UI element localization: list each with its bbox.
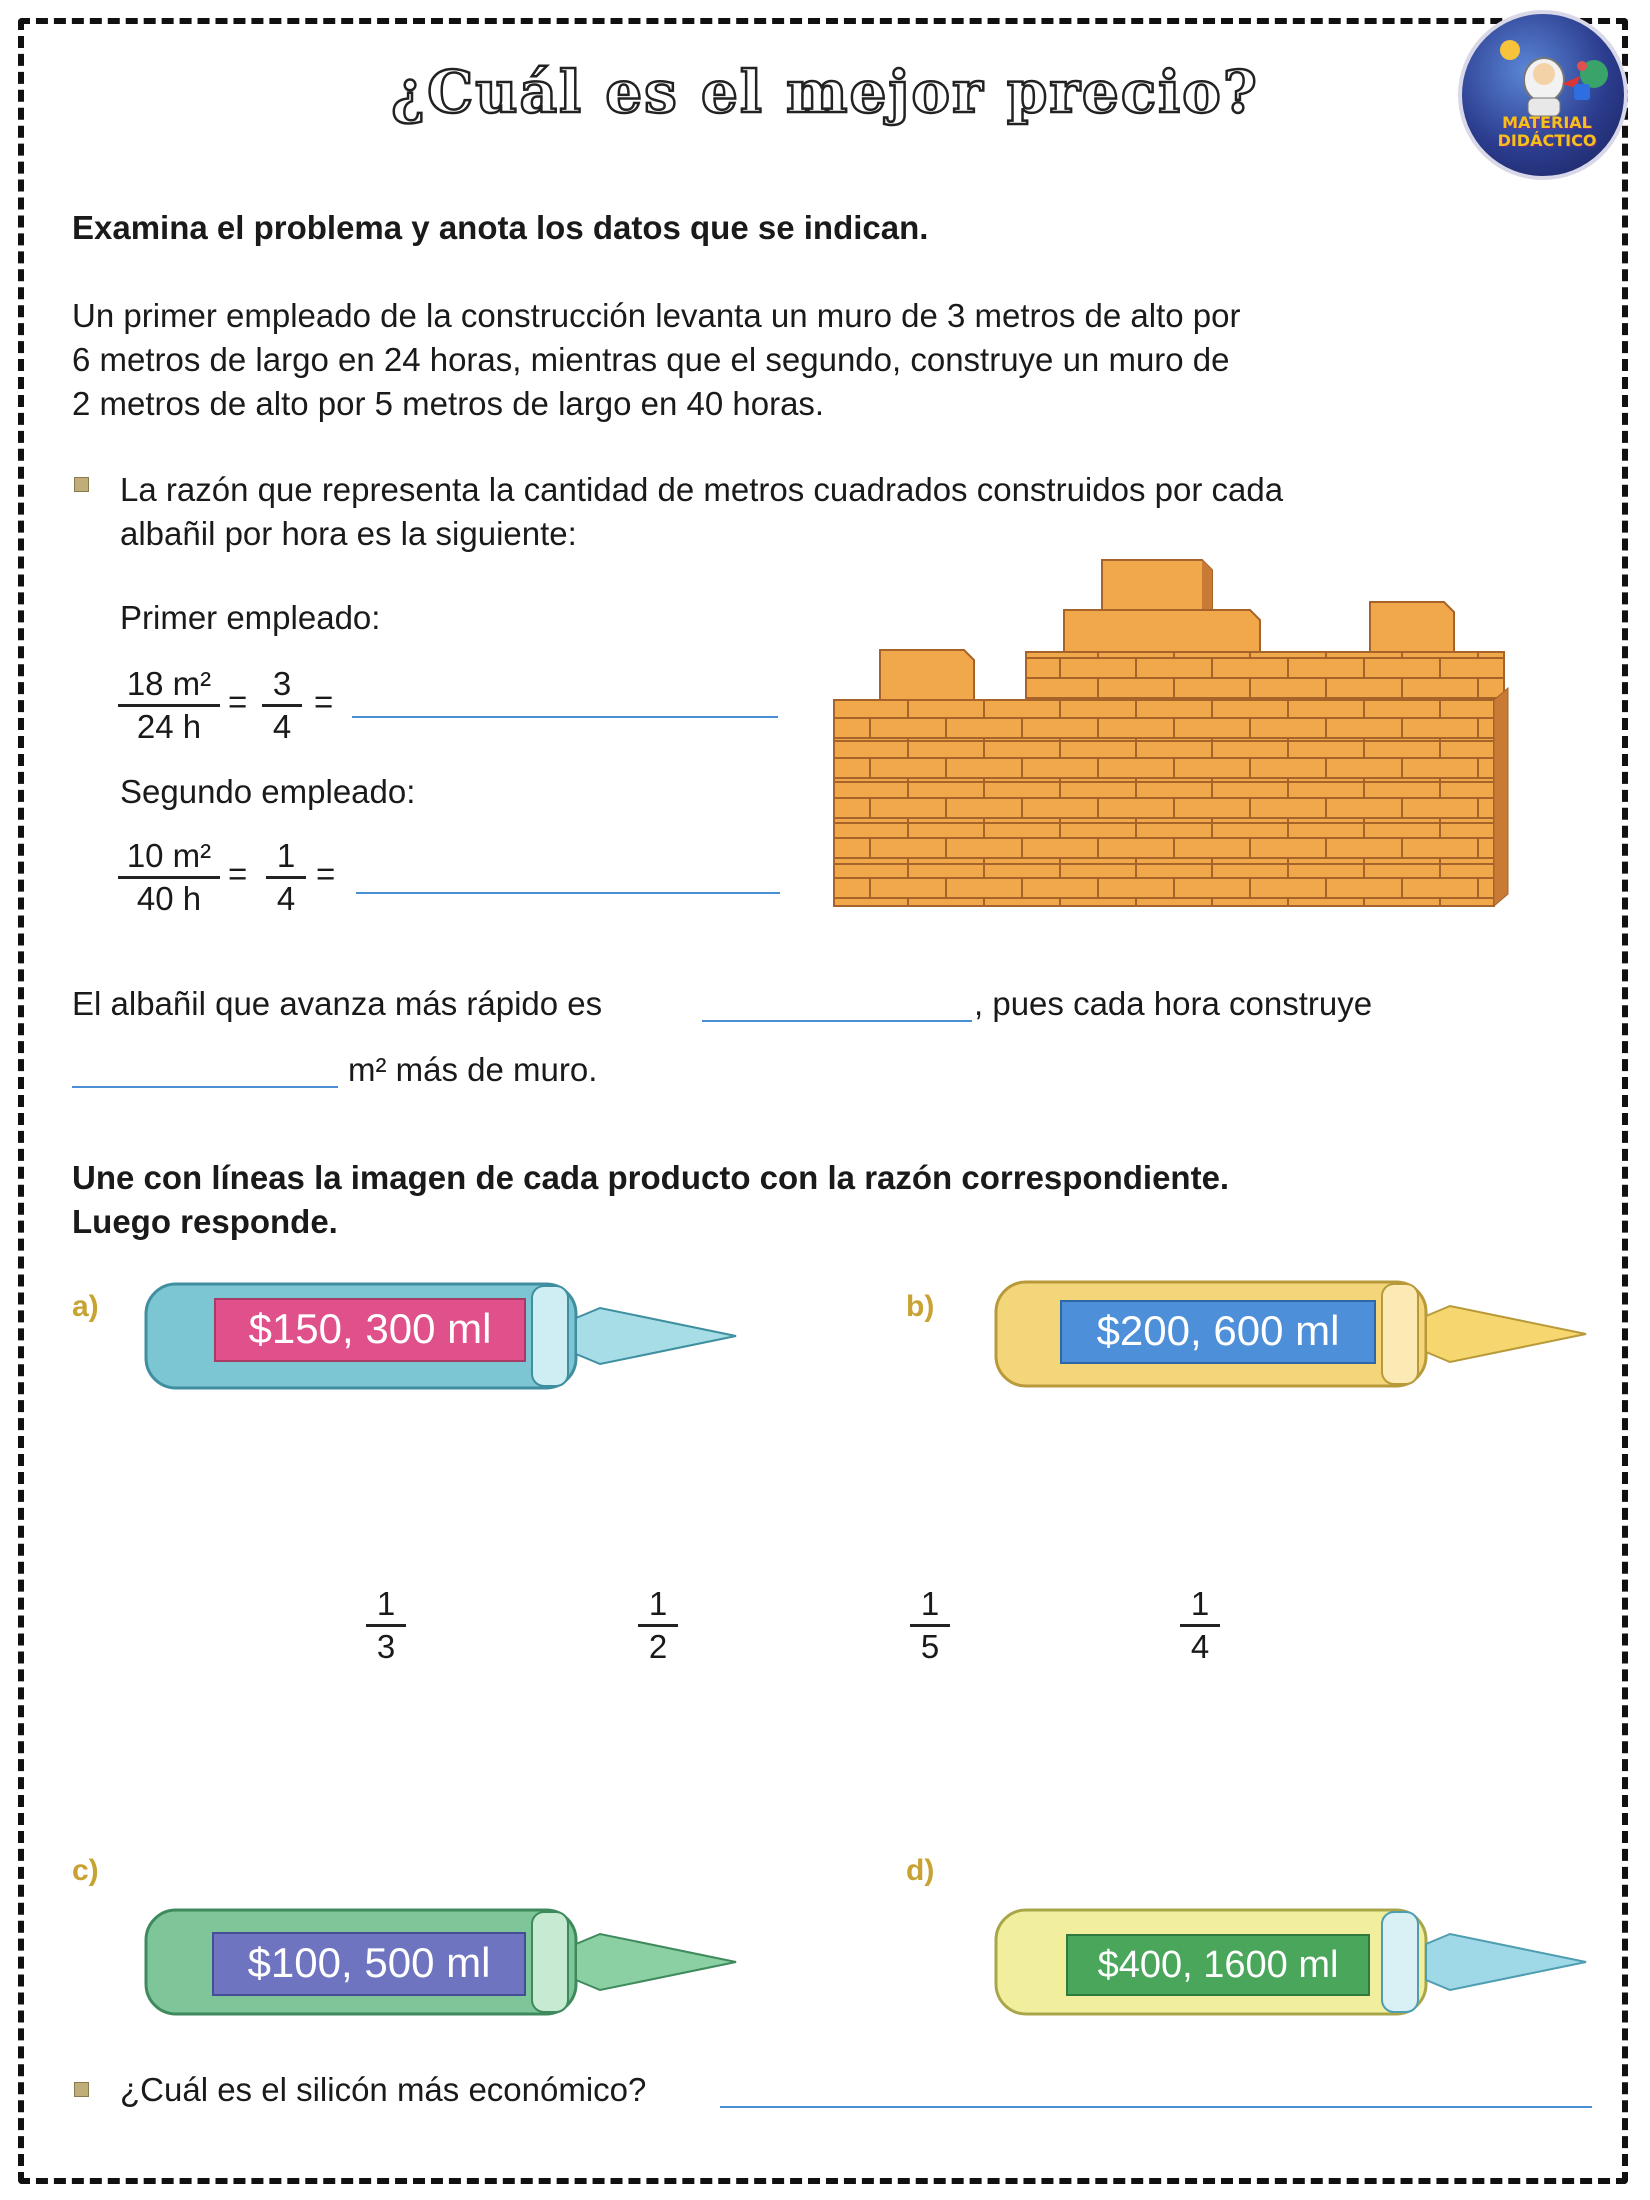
product-letter-d: d) xyxy=(906,1854,935,1887)
fraction-numerator: 1 xyxy=(638,1584,678,1627)
logo-text xyxy=(1482,114,1612,150)
answer-blank-second[interactable] xyxy=(356,892,780,894)
fraction-option-1-2[interactable] xyxy=(638,1584,678,1667)
fraction-3-4 xyxy=(262,664,302,747)
fraction-denominator: 5 xyxy=(920,1628,940,1665)
bullet-text-line-2: albañil por hora es la siguiente: xyxy=(120,515,577,552)
product-letter-b: b) xyxy=(906,1290,935,1323)
equals-sign: = xyxy=(228,683,248,720)
answer-sentence-part-a: El albañil que avanza más rápido es xyxy=(72,985,603,1022)
fraction-10m2-40h xyxy=(118,836,220,919)
problem-line-3: 2 metros de alto por 5 metros de largo en 40 horas. xyxy=(72,385,825,422)
fraction-denominator: 40 h xyxy=(136,880,202,917)
bullet-square-icon xyxy=(74,2082,89,2097)
logo-line-1: MATERIAL xyxy=(1502,113,1592,132)
logo-line-2: DIDÁCTICO xyxy=(1497,131,1597,150)
product-letter-a: a) xyxy=(72,1290,99,1323)
fraction-numerator: 1 xyxy=(266,836,306,879)
fraction-option-1-5[interactable] xyxy=(910,1584,950,1667)
fraction-denominator: 2 xyxy=(648,1628,668,1665)
fraction-numerator: 18 m² xyxy=(118,664,220,707)
fraction-option-1-4[interactable] xyxy=(1180,1584,1220,1667)
price-label-d: $400, 1600 ml xyxy=(1066,1934,1370,1996)
equals-sign: = xyxy=(228,855,248,892)
answer-blank-m2[interactable] xyxy=(72,1086,338,1088)
fraction-18m2-24h xyxy=(118,664,220,747)
bullet-text-line-1: La razón que representa la cantidad de metros cuadrados construidos por cada xyxy=(120,471,1284,508)
fraction-numerator: 1 xyxy=(910,1584,950,1627)
brick-wall-illustration xyxy=(832,558,1514,910)
fraction-numerator: 1 xyxy=(1180,1584,1220,1627)
fraction-denominator: 3 xyxy=(376,1628,396,1665)
answer-sentence-part-b: , pues cada hora construye xyxy=(974,985,1373,1022)
problem-line-2: 6 metros de largo en 24 horas, mientras que el segundo, construye un muro de xyxy=(72,341,1230,378)
answer-blank-first[interactable] xyxy=(352,716,778,718)
answer-blank-fastest[interactable] xyxy=(702,1020,972,1022)
first-employee-label: Primer empleado: xyxy=(120,599,381,636)
fraction-numerator: 10 m² xyxy=(118,836,220,879)
fraction-denominator: 24 h xyxy=(136,708,202,745)
section1-heading: Examina el problema y anota los datos que se indican. xyxy=(72,209,929,246)
section2-heading-line-1: Une con líneas la imagen de cada producto con la razón correspondiente. xyxy=(72,1159,1230,1196)
answer-sentence-part-c: m² más de muro. xyxy=(348,1051,598,1088)
bullet-square-icon xyxy=(74,477,89,492)
material-didactico-logo xyxy=(1458,10,1628,180)
equals-sign: = xyxy=(316,855,336,892)
problem-line-1: Un primer empleado de la construcción levanta un muro de 3 metros de alto por xyxy=(72,297,1241,334)
fraction-denominator: 4 xyxy=(276,880,296,917)
fraction-numerator: 1 xyxy=(366,1584,406,1627)
second-employee-label: Segundo empleado: xyxy=(120,773,416,810)
equals-sign: = xyxy=(314,683,334,720)
page-title: ¿Cuál es el mejor precio? xyxy=(391,58,1259,126)
final-question: ¿Cuál es el silicón más económico? xyxy=(120,2071,647,2108)
fraction-denominator: 4 xyxy=(272,708,292,745)
product-letter-c: c) xyxy=(72,1854,99,1887)
logo-astronaut-icon xyxy=(1462,14,1628,180)
answer-blank-cheapest[interactable] xyxy=(720,2106,1592,2108)
section2-heading-line-2: Luego responde. xyxy=(72,1203,338,1240)
fraction-numerator: 3 xyxy=(262,664,302,707)
fraction-1-4 xyxy=(266,836,306,919)
price-label-a: $150, 300 ml xyxy=(214,1298,526,1362)
price-label-b: $200, 600 ml xyxy=(1060,1300,1376,1364)
fraction-denominator: 4 xyxy=(1190,1628,1210,1665)
fraction-option-1-3[interactable] xyxy=(366,1584,406,1667)
price-label-c: $100, 500 ml xyxy=(212,1932,526,1996)
